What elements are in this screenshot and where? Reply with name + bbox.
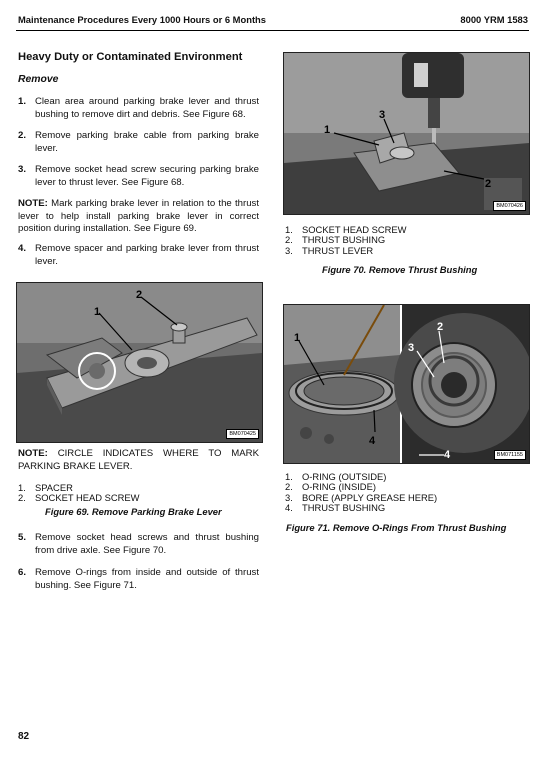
callout-1: 1 bbox=[294, 332, 301, 344]
figure-71-caption: Figure 71. Remove O-Rings From Thrust Bushing bbox=[286, 522, 507, 533]
figure-71-legend bbox=[285, 472, 437, 514]
step-1 bbox=[18, 96, 259, 121]
step-number: 6. bbox=[18, 567, 27, 578]
step-number: 5. bbox=[18, 532, 27, 543]
note-mark-lever bbox=[18, 198, 259, 236]
section-subtitle: Remove bbox=[18, 74, 59, 85]
figure-71-photo bbox=[283, 304, 530, 464]
note-label: NOTE: bbox=[18, 198, 48, 209]
legend-item: 4. THRUST BUSHING bbox=[285, 502, 386, 514]
step-text: Remove socket head screws and thrust bushing from drive axle. See Figure 70. bbox=[35, 532, 259, 556]
figure-code: BM070426 bbox=[493, 201, 526, 211]
figure-69-caption: Figure 69. Remove Parking Brake Lever bbox=[45, 506, 222, 517]
legend-item: 3. THRUST LEVER bbox=[285, 244, 374, 256]
figure-70-caption: Figure 70. Remove Thrust Bushing bbox=[322, 264, 478, 275]
step-4 bbox=[18, 243, 259, 268]
step-5 bbox=[18, 532, 259, 557]
figure-69-legend bbox=[18, 483, 140, 504]
callout-4-left: 4 bbox=[369, 435, 376, 447]
step-3 bbox=[18, 164, 259, 189]
callout-3: 3 bbox=[408, 342, 415, 354]
step-text: Remove O-rings from inside and outside of thrust bushing. See Figure 71. bbox=[35, 567, 259, 591]
section-title: Heavy Duty or Contaminated Environment bbox=[18, 51, 243, 63]
step-number: 4. bbox=[18, 243, 27, 254]
callout-2: 2 bbox=[136, 289, 143, 301]
legend-item: 1. O-RING (OUTSIDE) bbox=[285, 471, 387, 482]
step-number: 2. bbox=[18, 130, 27, 141]
page-number: 82 bbox=[18, 731, 30, 742]
step-number: 3. bbox=[18, 164, 27, 175]
callout-3: 3 bbox=[379, 109, 386, 121]
step-text: Clean area around parking brake lever and thrust bushing to remove dirt and debris. See Figure 68. bbox=[35, 96, 259, 120]
step-text: Remove parking brake cable from parking brake lever. bbox=[35, 130, 259, 154]
note-text: Mark parking brake lever in relation to the thrust lever to help install parking brake lever in correct position during installation. See Figure 69. bbox=[18, 198, 259, 235]
legend-item: 1. SOCKET HEAD SCREW bbox=[285, 224, 407, 235]
figure-70-legend bbox=[285, 225, 407, 256]
note-circle bbox=[18, 448, 259, 473]
figure-70-photo bbox=[283, 52, 530, 215]
figure-69-photo bbox=[16, 282, 263, 443]
note-text: CIRCLE INDICATES WHERE TO MARK PARKING BRAKE LEVER. bbox=[18, 448, 259, 472]
legend-item: 2. O-RING (INSIDE) bbox=[285, 481, 376, 493]
callout-1: 1 bbox=[94, 306, 101, 318]
step-text: Remove spacer and parking brake lever from thrust lever. bbox=[35, 243, 259, 267]
note-label: NOTE: bbox=[18, 448, 48, 459]
figure-code: BM071155 bbox=[494, 450, 526, 460]
figure-code: BM070425 bbox=[226, 429, 259, 439]
legend-item: 2. SOCKET HEAD SCREW bbox=[18, 492, 140, 504]
step-number: 1. bbox=[18, 96, 27, 107]
legend-item: 1. SPACER bbox=[18, 482, 73, 493]
step-text: Remove socket head screw securing parking brake lever to thrust lever. See Figure 68. bbox=[35, 164, 259, 188]
step-6 bbox=[18, 567, 259, 592]
callout-1: 1 bbox=[324, 124, 331, 136]
legend-item: 3. BORE (APPLY GREASE HERE) bbox=[285, 491, 438, 503]
callout-4-right: 4 bbox=[444, 449, 451, 461]
legend-item: 2. THRUST BUSHING bbox=[285, 234, 386, 246]
callout-2: 2 bbox=[437, 321, 444, 333]
running-header-doc-number: 8000 YRM 1583 bbox=[460, 14, 528, 25]
header-rule bbox=[16, 30, 529, 31]
step-2 bbox=[18, 130, 259, 155]
running-header-title: Maintenance Procedures Every 1000 Hours or 6 Months bbox=[18, 14, 267, 25]
callout-2: 2 bbox=[485, 178, 492, 190]
